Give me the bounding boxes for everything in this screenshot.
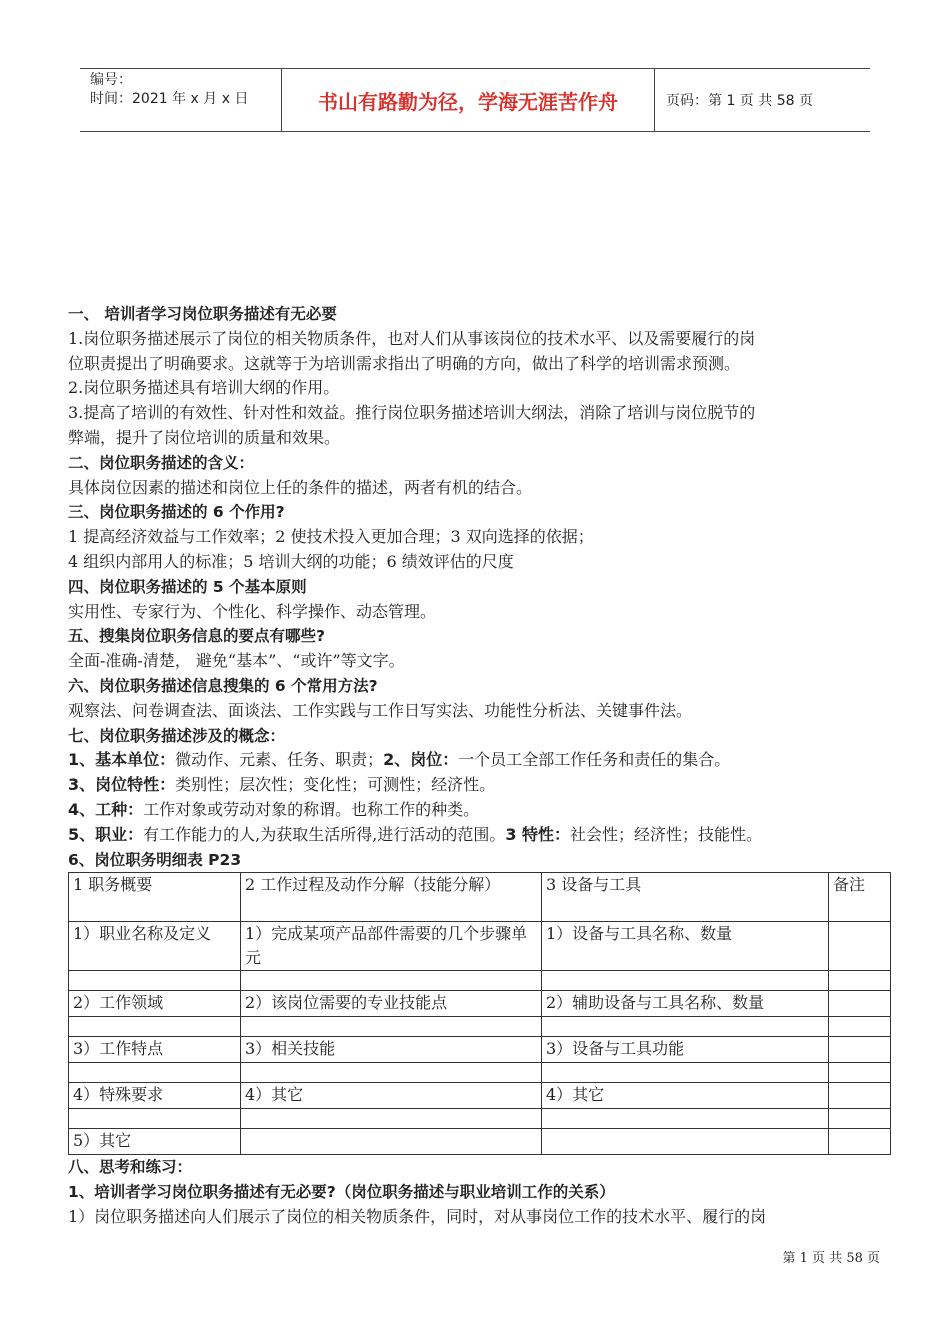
paragraph-line: 1.岗位职务描述展示了岗位的相关物质条件，也对人们从事该岗位的技术水平、以及需要履行的岗 xyxy=(68,328,756,348)
table-cell: 1）设备与工具名称、数量 xyxy=(542,922,829,971)
table-cell xyxy=(829,1083,891,1109)
table-cell xyxy=(542,1129,829,1155)
table-cell: 5）其它 xyxy=(69,1129,241,1155)
table-cell: 4）其它 xyxy=(542,1083,829,1109)
table-cell: 2）该岗位需要的专业技能点 xyxy=(241,991,542,1017)
table-cell xyxy=(241,1109,542,1129)
concept-line-3 xyxy=(68,773,890,798)
header-divider xyxy=(654,69,655,131)
concept-label: 2、岗位： xyxy=(383,750,459,770)
table-cell xyxy=(542,1017,829,1037)
table-header-row xyxy=(69,873,891,922)
table-cell xyxy=(69,971,241,991)
section-heading: 六、岗位职务描述信息搜集的 6 个常用方法? xyxy=(68,676,378,695)
table-row xyxy=(69,922,891,971)
paragraph-line: 实用性、专家行为、个性化、科学操作、动态管理。 xyxy=(68,601,437,621)
header-motto: 书山有路勤为径，学海无涯苦作舟 xyxy=(318,89,618,114)
table-cell: 3）工作特点 xyxy=(69,1037,241,1063)
concept-label: 5、职业： xyxy=(68,824,144,844)
concept-line-5 xyxy=(68,823,890,848)
table-cell: 4）特殊要求 xyxy=(69,1083,241,1109)
table-row xyxy=(69,1063,891,1083)
paragraph-line: 全面-准确-清楚， 避免“基本”、“或许”等文字。 xyxy=(68,651,405,671)
table-cell xyxy=(829,1017,891,1037)
document-time-label: 时间：2021 年 x 月 x 日 xyxy=(90,91,249,107)
table-cell xyxy=(69,1109,241,1129)
table-cell: 1）完成某项产品部件需要的几个步骤单元 xyxy=(241,922,542,971)
header-meta xyxy=(90,71,248,109)
table-cell xyxy=(829,1109,891,1129)
table-header-cell: 3 设备与工具 xyxy=(542,873,829,922)
section-heading: 五、搜集岗位职务信息的要点有哪些? xyxy=(68,627,325,646)
table-cell xyxy=(829,971,891,991)
table-cell xyxy=(829,1037,891,1063)
table-cell xyxy=(542,1109,829,1129)
table-cell xyxy=(829,1063,891,1083)
table-row xyxy=(69,971,891,991)
concept-line-6: 6、岗位职务明细表 P23 xyxy=(68,850,242,869)
table-cell xyxy=(829,991,891,1017)
paragraph-line: 1 提高经济效益与工作效率；2 使技术投入更加合理；3 双向选择的依据； xyxy=(68,527,594,547)
table-row xyxy=(69,1037,891,1063)
paragraph-line: 具体岗位因素的描述和岗位上任的条件的描述，两者有机的结合。 xyxy=(68,477,533,497)
table-header-cell: 2 工作过程及动作分解（技能分解） xyxy=(241,873,542,922)
table-cell: 4）其它 xyxy=(241,1083,542,1109)
concept-text: 工作对象或劳动对象的称谓。也称工作的种类。 xyxy=(143,799,480,819)
section-heading: 七、岗位职务描述涉及的概念： xyxy=(68,726,286,745)
concept-label: 3、岗位特性： xyxy=(68,775,176,795)
paragraph-line: 2.岗位职务描述具有培训大纲的作用。 xyxy=(68,378,340,398)
paragraph-line: 3.提高了培训的有效性、针对性和效益。推行岗位职务描述培训大纲法，消除了培训与岗位脱节的 xyxy=(68,403,756,423)
table-cell: 2）辅助设备与工具名称、数量 xyxy=(542,991,829,1017)
table-cell xyxy=(241,1063,542,1083)
table-row xyxy=(69,1129,891,1155)
document-number-label: 编号： xyxy=(90,72,132,88)
concept-label: 3 特性： xyxy=(505,824,571,844)
table-cell xyxy=(241,1017,542,1037)
paragraph-line: 1）岗位职务描述向人们展示了岗位的相关物质条件，同时，对从事岗位工作的技术水平、履行的岗 xyxy=(68,1206,767,1226)
concept-text: 有工作能力的人,为获取生活所得,进行活动的范围。 xyxy=(143,824,506,844)
table-row xyxy=(69,991,891,1017)
concept-text: 类别性；层次性；变化性；可测性；经济性。 xyxy=(175,775,496,795)
page-header xyxy=(80,68,870,132)
concept-text: 社会性；经济性；技能性。 xyxy=(570,824,763,844)
table-cell xyxy=(69,1017,241,1037)
table-header-cell: 1 职务概要 xyxy=(69,873,241,922)
table-cell: 1）职业名称及定义 xyxy=(69,922,241,971)
section-list-a xyxy=(68,302,890,748)
table-row xyxy=(69,1017,891,1037)
concept-line-1 xyxy=(68,748,890,773)
table-cell xyxy=(829,922,891,971)
job-description-table xyxy=(68,872,891,1155)
header-page-number: 页码：第 1 页 共 58 页 xyxy=(666,93,813,109)
paragraph-line: 弊端，提升了岗位培训的质量和效果。 xyxy=(68,427,341,447)
document-body xyxy=(68,302,890,1230)
table-cell xyxy=(69,1063,241,1083)
section-heading: 四、岗位职务描述的 5 个基本原则 xyxy=(68,577,307,596)
section-heading: 八、思考和练习： xyxy=(68,1158,193,1177)
table-cell: 3）设备与工具功能 xyxy=(542,1037,829,1063)
section-heading: 三、岗位职务描述的 6 个作用? xyxy=(68,503,285,522)
table-cell xyxy=(241,971,542,991)
table-cell: 3）相关技能 xyxy=(241,1037,542,1063)
table-row xyxy=(69,1083,891,1109)
table-cell xyxy=(542,1063,829,1083)
table-cell xyxy=(542,971,829,991)
section-heading: 一、 培训者学习岗位职务描述有无必要 xyxy=(68,305,337,323)
table-cell xyxy=(241,1129,542,1155)
page-footer: 第 1 页 共 58 页 xyxy=(782,1251,880,1266)
paragraph-line: 位职责提出了明确要求。这就等于为培训需求指出了明确的方向，做出了科学的培训需求预测。 xyxy=(68,353,741,373)
concept-label: 1、基本单位： xyxy=(68,750,176,770)
paragraph-line: 观察法、问卷调查法、面谈法、工作实践与工作日写实法、功能性分析法、关键事件法。 xyxy=(68,700,693,720)
section-heading: 1、培训者学习岗位职务描述有无必要?（岗位职务描述与职业培训工作的关系） xyxy=(68,1183,615,1202)
concept-label: 4、工种： xyxy=(68,799,144,819)
table-row xyxy=(69,1109,891,1129)
section-list-b xyxy=(68,1155,890,1229)
concept-text: 一个员工全部工作任务和责任的集合。 xyxy=(458,750,731,770)
concept-line-4 xyxy=(68,798,890,823)
table-header-cell: 备注 xyxy=(829,873,891,922)
table-cell xyxy=(829,1129,891,1155)
concept-text: 微动作、元素、任务、职责； xyxy=(175,750,384,770)
table-cell: 2）工作领域 xyxy=(69,991,241,1017)
paragraph-line: 4 组织内部用人的标准；5 培训大纲的功能；6 绩效评估的尺度 xyxy=(68,551,514,571)
section-heading: 二、岗位职务描述的含义： xyxy=(68,453,255,472)
